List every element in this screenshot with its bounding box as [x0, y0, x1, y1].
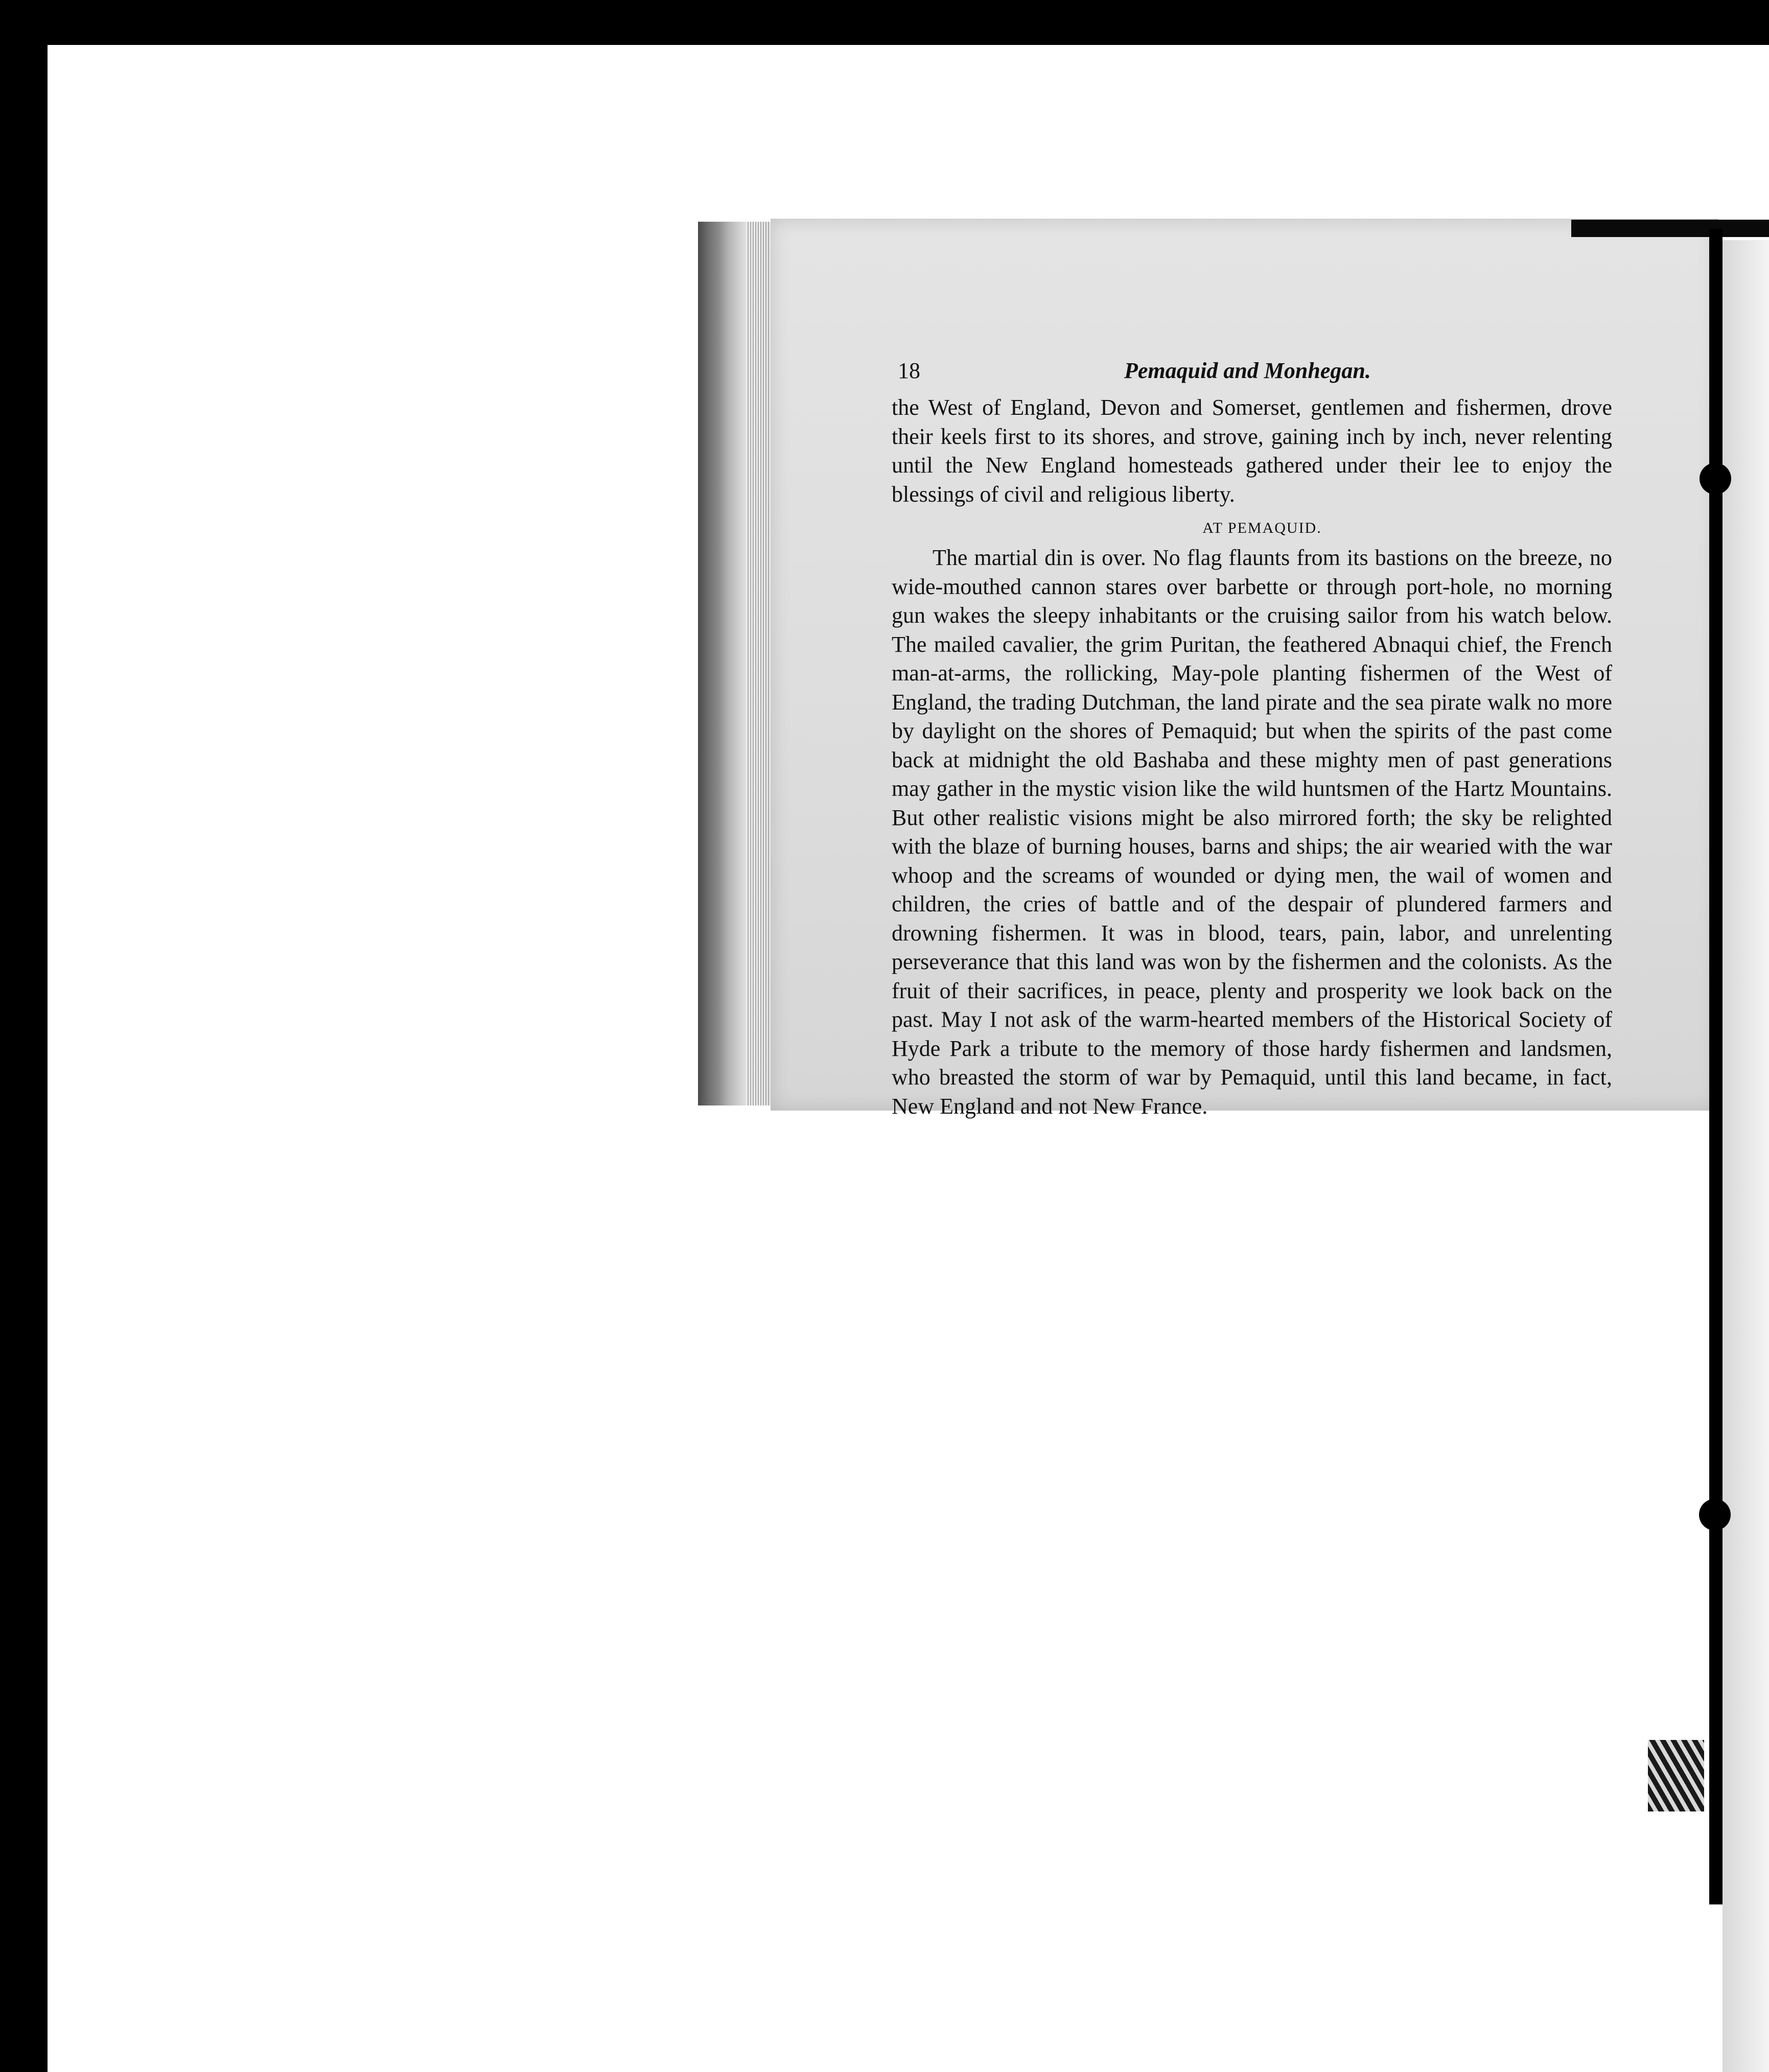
- running-title: Pemaquid and Monhegan.: [1124, 358, 1371, 383]
- section-heading: AT PEMAQUID.: [1202, 520, 1322, 536]
- opening-paragraph: the West of England, Devon and Somerset, gentlemen and fishermen, drove their keels first to its shores, and strove, gaining inch by inch, never relenting until the New England homesteads gathered under their lee to enjoy the blessings of civil and religious liberty.: [892, 395, 1612, 507]
- book-page-stack-lines: [746, 222, 771, 1105]
- binding-hole-top: [1700, 463, 1731, 495]
- facing-page-top-edge: [1571, 220, 1769, 237]
- facing-page-strip: [1723, 240, 1769, 2072]
- section-paragraph: The martial din is over. No flag flaunts from its bastions on the breeze, no wide-mouthed cannon stares over barbette or through port-hole, no morning gun wakes the sleepy inhabitants or the cruising sailor from his watch below. The mailed cavalier, the grim Puritan, the feathered Abnaqui chief, the French man-at-arms, the rollicking, May-pole planting fishermen of the West of England, the trading Dutchman, the land pirate and the sea pirate walk no more by daylight on the shores of Pemaquid; but when the spirits of the past come back at midnight the old Bashaba and these mighty men of past generations may gather in the mystic vision like the wild huntsmen of the Hartz Mountains. But other realistic visions might be also mirrored forth; the sky be relighted with the blaze of burning houses, barns and ships; the air wearied with the war whoop and the screams of wounded or dying men, the wail of women and children, the cries of battle and of the despair of plundered farmers and drowning fishermen. It was in blood, tears, pain, labor, and unrelenting perseverance that this land was won by the fishermen and the colonists. As the fruit of their sacrifices, in peace, plenty and prosperity we look back on the past. May I not ask of the warm-hearted members of the Historical Society of Hyde Park a tribute to the memory of those hardy fishermen and landsmen, who breasted the storm of war by Pemaquid, until this land became, in fact, New England and not New France.: [892, 545, 1612, 1119]
- page-number: 18: [898, 358, 920, 383]
- bookmark-ribbon: [1648, 1740, 1704, 1811]
- binding-hole-bottom: [1699, 1499, 1731, 1531]
- page-text-block: [892, 358, 1612, 1121]
- running-head: [892, 358, 1612, 393]
